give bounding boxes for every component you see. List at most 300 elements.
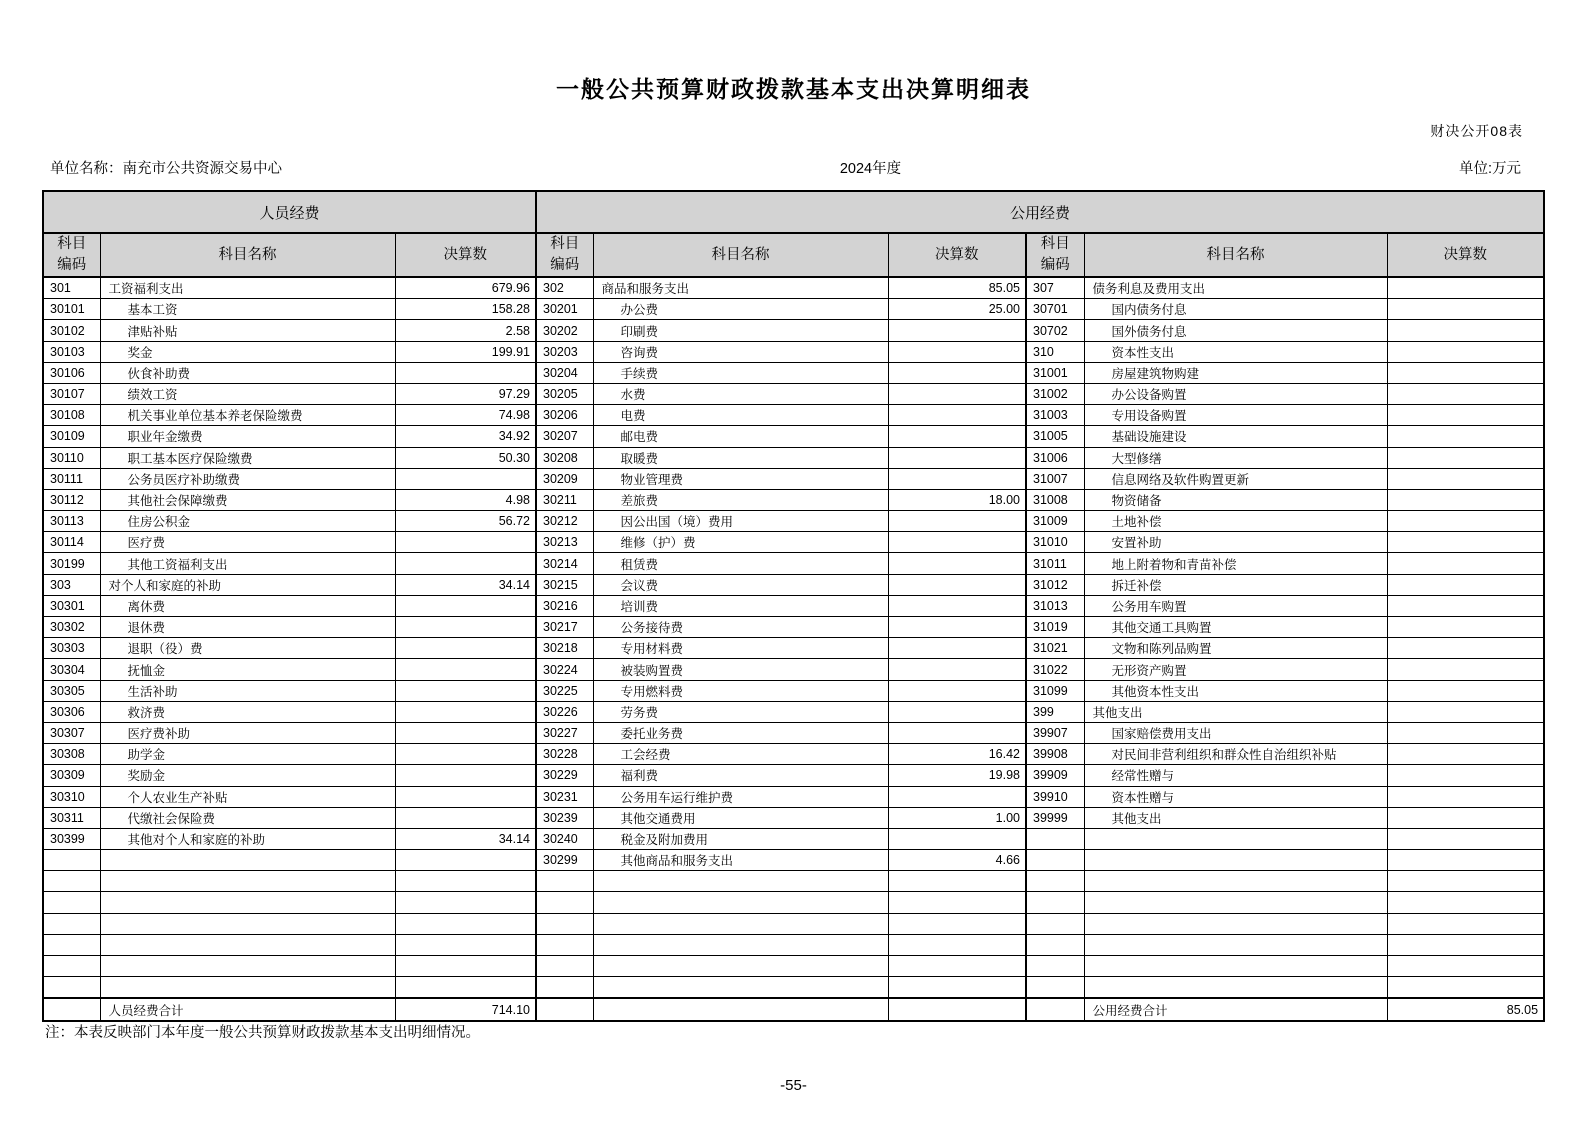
amount-cell [395,744,536,765]
table-row [43,638,1544,659]
subject-name-cell: 劳务费 [593,701,888,722]
amount-cell [1387,426,1544,447]
form-code-label: 财决公开08表 [1430,123,1523,139]
subject-code-cell: 30224 [536,659,593,680]
subject-code-cell [536,892,593,913]
amount-cell [1387,850,1544,871]
amount-cell: 1.00 [888,807,1026,828]
subject-name-cell: 拆迁补偿 [1084,574,1387,595]
subject-name-cell: 土地补偿 [1084,511,1387,532]
amount-cell [1387,680,1544,701]
subject-name-cell [1084,828,1387,849]
table-row [43,892,1544,913]
subject-code-cell: 310 [1026,341,1084,362]
amount-cell [1387,977,1544,999]
subject-code-cell: 30203 [536,341,593,362]
subject-name-cell: 助学金 [100,744,395,765]
subject-code-cell: 30107 [43,383,100,404]
subject-name-cell: 国内债务付息 [1084,299,1387,320]
subject-code-cell: 30307 [43,722,100,743]
subject-code-cell [1026,956,1084,977]
subject-name-cell: 其他交通工具购置 [1084,617,1387,638]
amount-cell [888,638,1026,659]
subject-name-cell [100,871,395,892]
page-number: -55- [780,1077,807,1094]
subject-code-cell: 30311 [43,807,100,828]
subject-code-cell [536,934,593,955]
amount-cell [395,934,536,955]
subject-code-cell: 30202 [536,320,593,341]
amount-cell [1387,617,1544,638]
subject-name-cell: 文物和陈列品购置 [1084,638,1387,659]
subject-name-cell: 生活补助 [100,680,395,701]
subject-code-cell: 31010 [1026,532,1084,553]
amount-cell [1387,828,1544,849]
amount-cell [395,913,536,934]
amount-cell [888,892,1026,913]
column-header-name: 科目名称 [593,233,888,277]
amount-cell: 158.28 [395,299,536,320]
subject-name-cell: 奖金 [100,341,395,362]
subject-code-cell: 39910 [1026,786,1084,807]
subject-code-cell: 31022 [1026,659,1084,680]
subject-code-cell [1026,998,1084,1021]
subject-name-cell: 水费 [593,383,888,404]
subject-name-cell: 咨询费 [593,341,888,362]
subject-code-cell: 30701 [1026,299,1084,320]
amount-cell [395,362,536,383]
amount-cell [1387,892,1544,913]
amount-cell: 679.96 [395,277,536,299]
amount-cell [1387,956,1544,977]
amount-cell [395,977,536,999]
subject-name-cell: 专用材料费 [593,638,888,659]
column-header-amount: 决算数 [1387,233,1544,277]
amount-cell [1387,532,1544,553]
subject-code-cell [43,998,100,1021]
subject-code-cell: 30113 [43,511,100,532]
amount-cell: 34.14 [395,828,536,849]
subject-code-cell: 30212 [536,511,593,532]
amount-cell [888,511,1026,532]
subject-code-cell: 30299 [536,850,593,871]
subject-name-cell: 大型修缮 [1084,447,1387,468]
subject-code-cell: 31005 [1026,426,1084,447]
amount-cell [1387,553,1544,574]
amount-cell [395,532,536,553]
amount-cell [1387,341,1544,362]
amount-cell [888,956,1026,977]
subject-name-cell: 其他工资福利支出 [100,553,395,574]
subject-name-cell: 公务员医疗补助缴费 [100,468,395,489]
amount-cell [1387,722,1544,743]
amount-cell [1387,934,1544,955]
subject-name-cell: 住房公积金 [100,511,395,532]
subject-code-cell: 31021 [1026,638,1084,659]
subject-name-cell: 其他交通费用 [593,807,888,828]
subject-name-cell: 电费 [593,405,888,426]
subject-code-cell: 302 [536,277,593,299]
subject-code-cell: 30111 [43,468,100,489]
subject-code-cell: 30213 [536,532,593,553]
subject-code-cell: 30217 [536,617,593,638]
amount-cell [888,383,1026,404]
subject-code-cell: 307 [1026,277,1084,299]
subject-code-cell: 31006 [1026,447,1084,468]
subject-name-cell: 抚恤金 [100,659,395,680]
subject-code-cell: 31002 [1026,383,1084,404]
subject-name-cell: 医疗费补助 [100,722,395,743]
subject-name-cell [1084,892,1387,913]
subject-code-cell [43,977,100,999]
subject-name-cell: 退休费 [100,617,395,638]
column-header-amount: 决算数 [888,233,1026,277]
subject-name-cell: 机关事业单位基本养老保险缴费 [100,405,395,426]
amount-cell [395,765,536,786]
amount-cell [395,850,536,871]
table-body [43,277,1544,1021]
amount-cell [1387,468,1544,489]
amount-cell [395,595,536,616]
amount-cell [395,892,536,913]
expenditure-table [42,190,1545,1022]
subject-name-cell: 其他商品和服务支出 [593,850,888,871]
subject-code-cell: 30399 [43,828,100,849]
subject-code-cell: 30110 [43,447,100,468]
subject-code-cell: 30209 [536,468,593,489]
subject-code-cell [1026,850,1084,871]
subject-name-cell: 国外债务付息 [1084,320,1387,341]
subject-code-cell: 39909 [1026,765,1084,786]
subject-code-cell: 31003 [1026,405,1084,426]
subject-name-cell: 对个人和家庭的补助 [100,574,395,595]
amount-cell [888,362,1026,383]
subject-code-cell: 30225 [536,680,593,701]
table-row [43,913,1544,934]
column-header-amount: 决算数 [395,233,536,277]
amount-cell: 97.29 [395,383,536,404]
subject-code-cell [43,956,100,977]
subject-name-cell: 经常性赠与 [1084,765,1387,786]
column-header-code: 科目编码 [1026,233,1084,277]
subject-name-cell: 无形资产购置 [1084,659,1387,680]
subject-code-cell: 39907 [1026,722,1084,743]
table-row [43,383,1544,404]
subject-name-cell: 离休费 [100,595,395,616]
amount-cell: 2.58 [395,320,536,341]
amount-cell [1387,638,1544,659]
subject-name-cell: 津贴补贴 [100,320,395,341]
table-row [43,511,1544,532]
subject-name-cell: 差旅费 [593,489,888,510]
amount-cell [395,659,536,680]
amount-cell: 16.42 [888,744,1026,765]
subject-name-cell: 公务用车运行维护费 [593,786,888,807]
subject-name-cell [1084,871,1387,892]
subject-code-cell: 30112 [43,489,100,510]
subject-name-cell [1084,850,1387,871]
subject-name-cell: 办公设备购置 [1084,383,1387,404]
amount-cell: 199.91 [395,341,536,362]
subject-name-cell: 绩效工资 [100,383,395,404]
subject-name-cell: 职工基本医疗保险缴费 [100,447,395,468]
subject-code-cell: 31012 [1026,574,1084,595]
page-title: 一般公共预算财政拨款基本支出决算明细表 [556,76,1031,102]
amount-cell [888,659,1026,680]
amount-cell: 18.00 [888,489,1026,510]
amount-cell [888,447,1026,468]
subject-name-cell: 地上附着物和青苗补偿 [1084,553,1387,574]
amount-cell: 74.98 [395,405,536,426]
subject-name-cell: 委托业务费 [593,722,888,743]
amount-cell [888,617,1026,638]
subject-code-cell [536,956,593,977]
subject-name-cell: 债务利息及费用支出 [1084,277,1387,299]
subject-code-cell: 30226 [536,701,593,722]
amount-cell [1387,744,1544,765]
subject-code-cell: 30206 [536,405,593,426]
table-row [43,595,1544,616]
subject-code-cell: 31011 [1026,553,1084,574]
subject-name-cell: 印刷费 [593,320,888,341]
unit-label: 单位:万元 [1458,161,1521,177]
subject-code-cell [43,871,100,892]
amount-cell: 4.66 [888,850,1026,871]
table-row [43,850,1544,871]
table-row [43,277,1544,299]
subject-name-cell: 对民间非营利组织和群众性自治组织补贴 [1084,744,1387,765]
subject-name-cell: 安置补助 [1084,532,1387,553]
amount-cell [1387,511,1544,532]
amount-cell [395,722,536,743]
subject-code-cell: 31008 [1026,489,1084,510]
subject-name-cell: 退职（役）费 [100,638,395,659]
amount-cell [888,320,1026,341]
subject-name-cell: 公务用车购置 [1084,595,1387,616]
meta-row [50,157,1521,178]
subject-code-cell [43,934,100,955]
subject-code-cell: 30303 [43,638,100,659]
amount-cell: 4.98 [395,489,536,510]
subject-code-cell: 30199 [43,553,100,574]
amount-cell [888,701,1026,722]
amount-cell: 714.10 [395,998,536,1021]
subject-code-cell [1026,913,1084,934]
amount-cell [1387,383,1544,404]
table-row [43,701,1544,722]
column-header-name: 科目名称 [1084,233,1387,277]
subject-code-cell: 31007 [1026,468,1084,489]
subject-name-cell: 房屋建筑物购建 [1084,362,1387,383]
table-row [43,574,1544,595]
amount-cell [888,934,1026,955]
amount-cell [888,998,1026,1021]
amount-cell [1387,701,1544,722]
amount-cell [888,977,1026,999]
amount-cell [1387,447,1544,468]
subject-code-cell: 30310 [43,786,100,807]
subject-name-cell: 维修（护）费 [593,532,888,553]
subject-name-cell [100,956,395,977]
amount-cell [395,871,536,892]
amount-cell: 56.72 [395,511,536,532]
table-row [43,405,1544,426]
subject-name-cell: 信息网络及软件购置更新 [1084,468,1387,489]
subject-code-cell: 399 [1026,701,1084,722]
amount-cell [1387,659,1544,680]
subject-name-cell: 伙食补助费 [100,362,395,383]
group-header-row [43,191,1544,233]
subject-code-cell: 30207 [536,426,593,447]
amount-cell [395,701,536,722]
total-row [43,998,1544,1021]
subject-code-cell: 30114 [43,532,100,553]
amount-cell [888,595,1026,616]
table-row [43,553,1544,574]
subject-name-cell [593,892,888,913]
subject-code-cell: 301 [43,277,100,299]
subject-code-cell: 30216 [536,595,593,616]
subject-name-cell: 其他社会保障缴费 [100,489,395,510]
table-row [43,362,1544,383]
amount-cell [395,956,536,977]
subject-code-cell: 30228 [536,744,593,765]
subject-name-cell: 基本工资 [100,299,395,320]
amount-cell [888,405,1026,426]
subject-code-cell [43,892,100,913]
subject-name-cell: 工会经费 [593,744,888,765]
subject-name-cell: 其他支出 [1084,701,1387,722]
amount-cell: 34.14 [395,574,536,595]
subject-name-cell: 奖励金 [100,765,395,786]
subject-code-cell [43,850,100,871]
subject-code-cell: 30301 [43,595,100,616]
subject-code-cell: 30102 [43,320,100,341]
subject-name-cell: 办公费 [593,299,888,320]
subject-name-cell [593,956,888,977]
group-header-public: 公用经费 [536,191,1544,233]
subject-name-cell [593,934,888,955]
table-row [43,489,1544,510]
subject-name-cell [1084,977,1387,999]
amount-cell [888,680,1026,701]
subject-name-cell: 税金及附加费用 [593,828,888,849]
table-row [43,617,1544,638]
subject-code-cell: 30309 [43,765,100,786]
subject-name-cell: 国家赔偿费用支出 [1084,722,1387,743]
amount-cell: 34.92 [395,426,536,447]
subject-name-cell: 培训费 [593,595,888,616]
subject-name-cell: 取暖费 [593,447,888,468]
subject-code-cell: 31099 [1026,680,1084,701]
amount-cell [888,468,1026,489]
subject-name-cell: 商品和服务支出 [593,277,888,299]
subject-name-cell [1084,934,1387,955]
subject-name-cell: 物资储备 [1084,489,1387,510]
subject-code-cell: 30108 [43,405,100,426]
subject-code-cell [536,913,593,934]
subject-code-cell: 30211 [536,489,593,510]
subject-code-cell: 30103 [43,341,100,362]
column-header-code: 科目编码 [43,233,100,277]
amount-cell [888,426,1026,447]
subject-code-cell: 30231 [536,786,593,807]
table-row [43,744,1544,765]
subject-code-cell: 30101 [43,299,100,320]
subject-name-cell: 救济费 [100,701,395,722]
subject-name-cell: 福利费 [593,765,888,786]
subject-name-cell [1084,956,1387,977]
amount-cell [1387,362,1544,383]
subject-code-cell: 30205 [536,383,593,404]
table-row [43,722,1544,743]
subject-name-cell: 专用燃料费 [593,680,888,701]
table-row [43,977,1544,999]
subject-code-cell: 30304 [43,659,100,680]
amount-cell [1387,489,1544,510]
subject-name-cell: 物业管理费 [593,468,888,489]
subject-code-cell: 30308 [43,744,100,765]
subject-code-cell: 31001 [1026,362,1084,383]
amount-cell [1387,913,1544,934]
table-row [43,871,1544,892]
subject-code-cell: 30240 [536,828,593,849]
group-header-personnel: 人员经费 [43,191,536,233]
amount-cell [395,807,536,828]
table-row [43,532,1544,553]
subject-name-cell: 因公出国（境）费用 [593,511,888,532]
table-row [43,659,1544,680]
subject-name-cell: 代缴社会保险费 [100,807,395,828]
amount-cell: 85.05 [888,277,1026,299]
amount-cell: 50.30 [395,447,536,468]
subject-name-cell: 基础设施建设 [1084,426,1387,447]
subject-name-cell [100,913,395,934]
amount-cell [888,828,1026,849]
subject-code-cell [1026,934,1084,955]
column-header-name: 科目名称 [100,233,395,277]
amount-cell [888,574,1026,595]
subject-name-cell [593,977,888,999]
subject-code-cell [1026,892,1084,913]
amount-cell [1387,277,1544,299]
footnote: 注：本表反映部门本年度一般公共预算财政拨款基本支出明细情况。 [45,1025,480,1041]
subject-name-cell [100,892,395,913]
subject-name-cell [1084,913,1387,934]
subject-code-cell: 30204 [536,362,593,383]
table-row [43,934,1544,955]
amount-cell [888,722,1026,743]
subject-name-cell: 医疗费 [100,532,395,553]
amount-cell [395,786,536,807]
subject-code-cell: 30215 [536,574,593,595]
amount-cell [395,680,536,701]
amount-cell [1387,320,1544,341]
subject-name-cell: 其他资本性支出 [1084,680,1387,701]
table-row [43,765,1544,786]
table-row [43,341,1544,362]
subject-code-cell: 30208 [536,447,593,468]
amount-cell [888,341,1026,362]
subject-name-cell: 其他对个人和家庭的补助 [100,828,395,849]
subject-code-cell: 30218 [536,638,593,659]
amount-cell [888,532,1026,553]
subject-name-cell [100,850,395,871]
subject-name-cell: 个人农业生产补贴 [100,786,395,807]
table-row [43,956,1544,977]
amount-cell: 25.00 [888,299,1026,320]
amount-cell [888,553,1026,574]
